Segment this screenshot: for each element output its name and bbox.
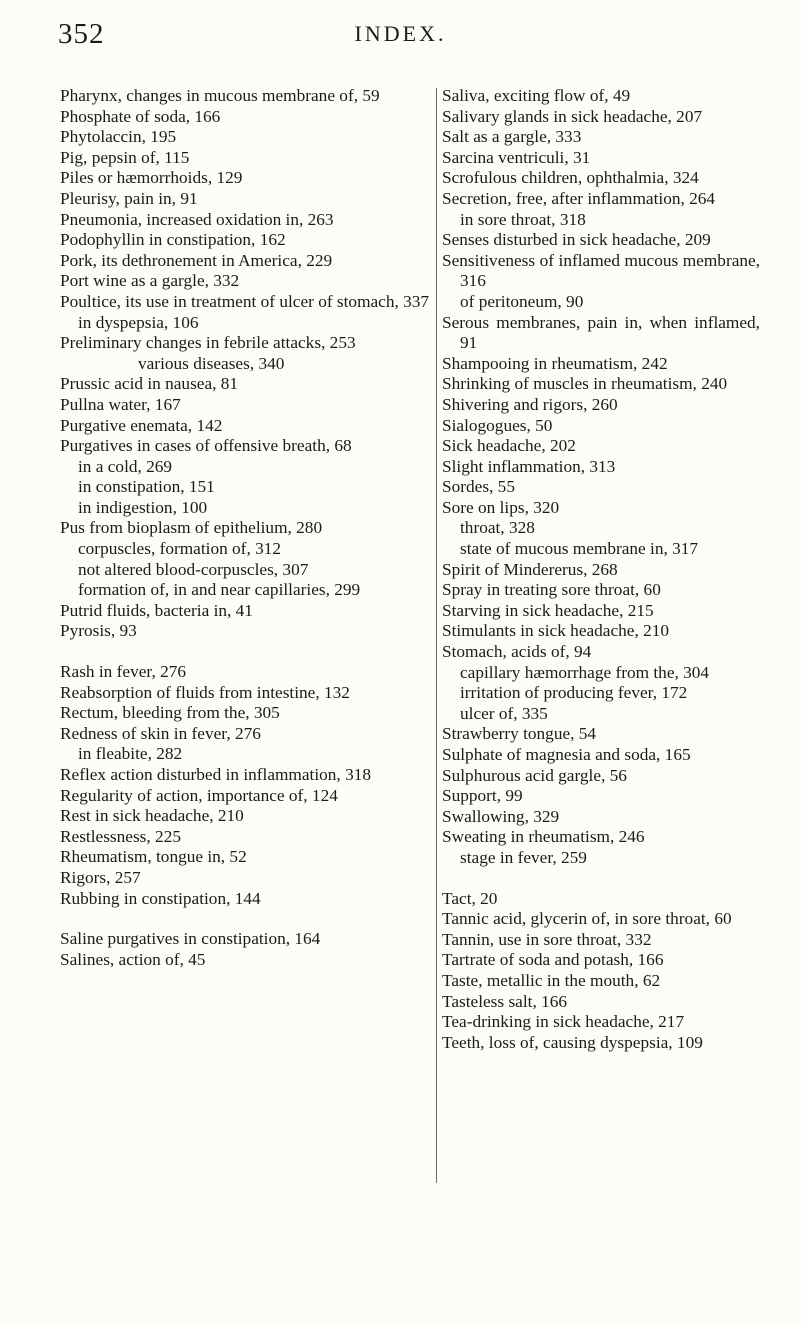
letter-section-gap: [442, 869, 760, 889]
index-entry: Regularity of action, importance of, 124: [60, 785, 338, 805]
index-entry: Pus from bioplasm of epithelium, 280: [60, 518, 323, 538]
column-divider: [436, 88, 437, 1183]
index-subentry: in fleabite, 282: [78, 744, 183, 764]
index-entry: Sulphate of magnesia and soda, 165: [442, 745, 691, 764]
index-entry: Pleurisy, pain in, 91: [60, 188, 198, 208]
index-subentry: ulcer of, 335: [460, 703, 548, 723]
index-column-right: [442, 86, 760, 1053]
letter-section-gap: [60, 642, 430, 662]
index-entry: Port wine as a gargle, 332: [60, 271, 240, 291]
index-entry: Phytolaccin, 195: [60, 127, 177, 147]
index-entry: Preliminary changes in febrile attacks, 253: [60, 333, 356, 353]
index-subentry: in indigestion, 100: [78, 497, 208, 517]
index-entry: Shivering and rigors, 260: [442, 394, 618, 414]
index-entry: Sulphurous acid gargle, 56: [442, 765, 627, 785]
index-subentry: not altered blood-corpuscles, 307: [78, 559, 309, 579]
index-subentry: corpuscles, formation of, 312: [78, 539, 282, 559]
index-entry: Salivary glands in sick headache, 207: [442, 106, 703, 126]
index-entry: Stimulants in sick headache, 210: [442, 621, 670, 641]
index-entry: Teeth, loss of, causing dyspepsia, 109: [442, 1032, 703, 1052]
index-subentry: irritation of producing fever, 172: [460, 683, 688, 703]
index-subentry: in dyspepsia, 106: [78, 312, 199, 332]
index-entry: Podophyllin in constipation, 162: [60, 230, 286, 250]
index-subentry: formation of, in and near capillaries, 299: [78, 580, 361, 600]
index-entry: Sore on lips, 320: [442, 497, 560, 517]
index-entry: Tannic acid, glycerin of, in sore throat, 60: [442, 909, 732, 929]
index-entry: Rash in fever, 276: [60, 662, 187, 682]
index-entry: Rigors, 257: [60, 867, 141, 887]
index-entry: Rectum, bleeding from the, 305: [60, 703, 280, 723]
index-entry: Secretion, free, after inflammation, 264: [442, 188, 716, 208]
index-entry: Sialogogues, 50: [442, 415, 553, 435]
index-entry: Pyrosis, 93: [60, 621, 137, 641]
index-entry: Support, 99: [442, 786, 523, 806]
index-subentry: in a cold, 269: [78, 456, 173, 476]
index-subentry: capillary hæmorrhage from the, 304: [460, 662, 710, 682]
index-entry: Pullna water, 167: [60, 394, 181, 414]
index-entry: Purgatives in cases of offensive breath, 68: [60, 436, 352, 456]
index-subentry: in sore throat, 318: [460, 209, 586, 229]
index-entry: Restlessness, 225: [60, 826, 181, 846]
index-entry: Spirit of Mindererus, 268: [442, 559, 618, 579]
index-entry: Rubbing in constipation, 144: [60, 888, 261, 908]
index-entry: Saline purgatives in constipation, 164: [60, 929, 321, 949]
index-entry: Tea-drinking in sick headache, 217: [442, 1012, 685, 1032]
index-entry: Spray in treating sore throat, 60: [442, 580, 661, 600]
index-entry: Rest in sick headache, 210: [60, 806, 244, 826]
index-entry: Salt as a gargle, 333: [442, 127, 582, 147]
index-entry: Sensitiveness of inflamed mucous membrane, 316: [442, 250, 760, 291]
index-entry: Poultice, its use in treatment of ulcer of stomach, 337: [60, 291, 430, 311]
index-subentry: throat, 328: [460, 518, 535, 538]
index-entry: Taste, metallic in the mouth, 62: [442, 970, 661, 990]
index-entry: Sordes, 55: [442, 477, 515, 497]
index-entry: Tact, 20: [442, 888, 498, 908]
index-subentry: various diseases, 340: [138, 353, 285, 373]
index-entry: Shrinking of muscles in rheumatism, 240: [442, 374, 728, 394]
index-entry: Slight inflammation, 313: [442, 456, 616, 476]
index-entry: Pneumonia, increased oxidation in, 263: [60, 209, 334, 229]
running-title: INDEX.: [354, 21, 447, 46]
page-number: 352: [58, 18, 105, 50]
index-subentry: state of mucous membrane in, 317: [460, 539, 699, 559]
index-entry: Pig, pepsin of, 115: [60, 147, 190, 167]
index-entry: Prussic acid in nausea, 81: [60, 374, 239, 394]
index-entry: Shampooing in rheumatism, 242: [442, 353, 668, 373]
index-entry: Tartrate of soda and potash, 166: [442, 950, 664, 970]
index-entry: Pork, its dethronement in America, 229: [60, 250, 333, 270]
index-column-left: [60, 86, 430, 970]
index-subentry: stage in fever, 259: [460, 847, 587, 867]
index-entry: Scrofulous children, ophthalmia, 324: [442, 168, 699, 188]
index-entry: Senses disturbed in sick headache, 209: [442, 230, 711, 250]
index-entry: Stomach, acids of, 94: [442, 642, 592, 662]
index-entry: Tasteless salt, 166: [442, 991, 568, 1011]
index-entry: Strawberry tongue, 54: [442, 724, 597, 744]
index-entry: Redness of skin in fever, 276: [60, 723, 261, 743]
index-entry: Tannin, use in sore throat, 332: [442, 929, 652, 949]
index-subentry: in constipation, 151: [78, 477, 215, 497]
index-subentry: of peritoneum, 90: [460, 291, 584, 311]
index-entry: Sarcina ventriculi, 31: [442, 147, 591, 167]
letter-section-gap: [60, 909, 430, 929]
page-header: [0, 18, 801, 68]
index-entry: Starving in sick headache, 215: [442, 600, 654, 620]
index-entry: Piles or hæmorrhoids, 129: [60, 168, 243, 188]
index-entry: Pharynx, changes in mucous membrane of, 59: [60, 86, 380, 105]
index-entry: Sweating in rheumatism, 246: [442, 827, 645, 847]
index-entry: Phosphate of soda, 166: [60, 106, 221, 126]
index-entry: Putrid fluids, bacteria in, 41: [60, 600, 253, 620]
index-entry: Rheumatism, tongue in, 52: [60, 847, 247, 867]
index-entry: Serous membranes, pain in, when inflamed, 91: [442, 312, 760, 353]
index-entry: Saliva, exciting flow of, 49: [442, 86, 631, 105]
index-entry: Purgative enemata, 142: [60, 415, 223, 435]
index-entry: Salines, action of, 45: [60, 949, 206, 969]
index-entry: Sick headache, 202: [442, 436, 576, 456]
index-entry: Reflex action disturbed in inflammation, 318: [60, 765, 371, 784]
index-entry: Swallowing, 329: [442, 806, 560, 826]
index-entry: Reabsorption of fluids from intestine, 132: [60, 682, 350, 702]
